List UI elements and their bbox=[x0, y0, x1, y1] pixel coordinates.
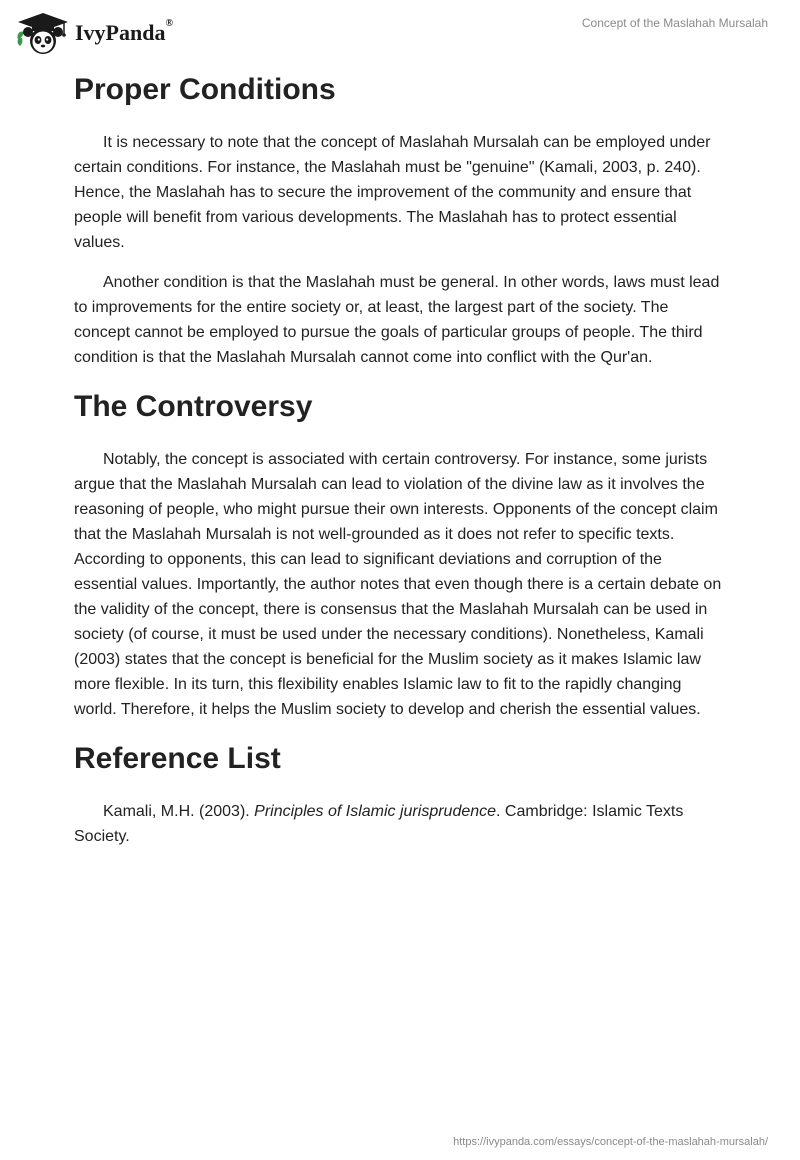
registered-mark: ® bbox=[165, 18, 173, 29]
reference-author-year: Kamali, M.H. (2003). bbox=[103, 803, 255, 820]
reference-entry bbox=[74, 799, 724, 849]
source-url-link[interactable]: https://ivypanda.com/essays/concept-of-the-maslahah-mursalah/ bbox=[453, 1136, 768, 1148]
section-heading: The Controversy bbox=[74, 390, 313, 423]
section-proper-conditions bbox=[74, 68, 724, 370]
panda-graduation-cap-icon bbox=[14, 10, 72, 56]
reference-publisher: . Cambridge: Islamic Texts Society. bbox=[74, 803, 684, 845]
document-title: Concept of the Maslahah Mursalah bbox=[581, 16, 768, 30]
paragraph: Another condition is that the Maslahah must be general. In other words, laws must lead to improvements for the entire society or, at least, the largest part of the society. The concept cannot be employed to pursue the goals of particular groups of people. The third condition is that the Maslahah Mursalah cannot come into conflict with the Qur'an. bbox=[74, 274, 720, 366]
reference-title: Principles of Islamic jurisprudence bbox=[254, 803, 497, 820]
section-the-controversy bbox=[74, 385, 724, 722]
section-heading: Reference List bbox=[74, 742, 281, 775]
section-heading: Proper Conditions bbox=[74, 73, 336, 106]
ivypanda-logo[interactable] bbox=[14, 10, 173, 56]
article-body bbox=[74, 68, 724, 864]
section-reference-list bbox=[74, 737, 724, 849]
paragraph: Notably, the concept is associated with certain controversy. For instance, some jurists argue that the Maslahah Mursalah can lead to violation of the divine law as it involves the reasoning of people, who might pursue their own interests. Opponents of the concept claim that the Maslahah Mursalah is not well-grounded as it does not refer to specific texts. According to opponents, this can lead to significant deviations and corruption of the essential values. Importantly, the author notes that even though there is a certain debate on the validity of the concept, there is consensus that the Maslahah Mursalah can be used in society (of course, it must be used under the necessary conditions). Nonetheless, Kamali (2003) states that the concept is beneficial for the Muslim society as it makes Islamic law more flexible. In its turn, this flexibility enables Islamic law to fit to the rapidly changing world. Therefore, it helps the Muslim society to develop and cherish the essential values. bbox=[74, 451, 722, 718]
paragraph: It is necessary to note that the concept of Maslahah Mursalah can be employed under certain conditions. For instance, the Maslahah must be "genuine" (Kamali, 2003, p. 240). Hence, the Maslahah has to secure the improvement of the community and ensure that people will benefit from various developments. The Maslahah has to protect essential values. bbox=[74, 134, 711, 251]
logo-wordmark: IvyPanda® bbox=[75, 18, 173, 45]
